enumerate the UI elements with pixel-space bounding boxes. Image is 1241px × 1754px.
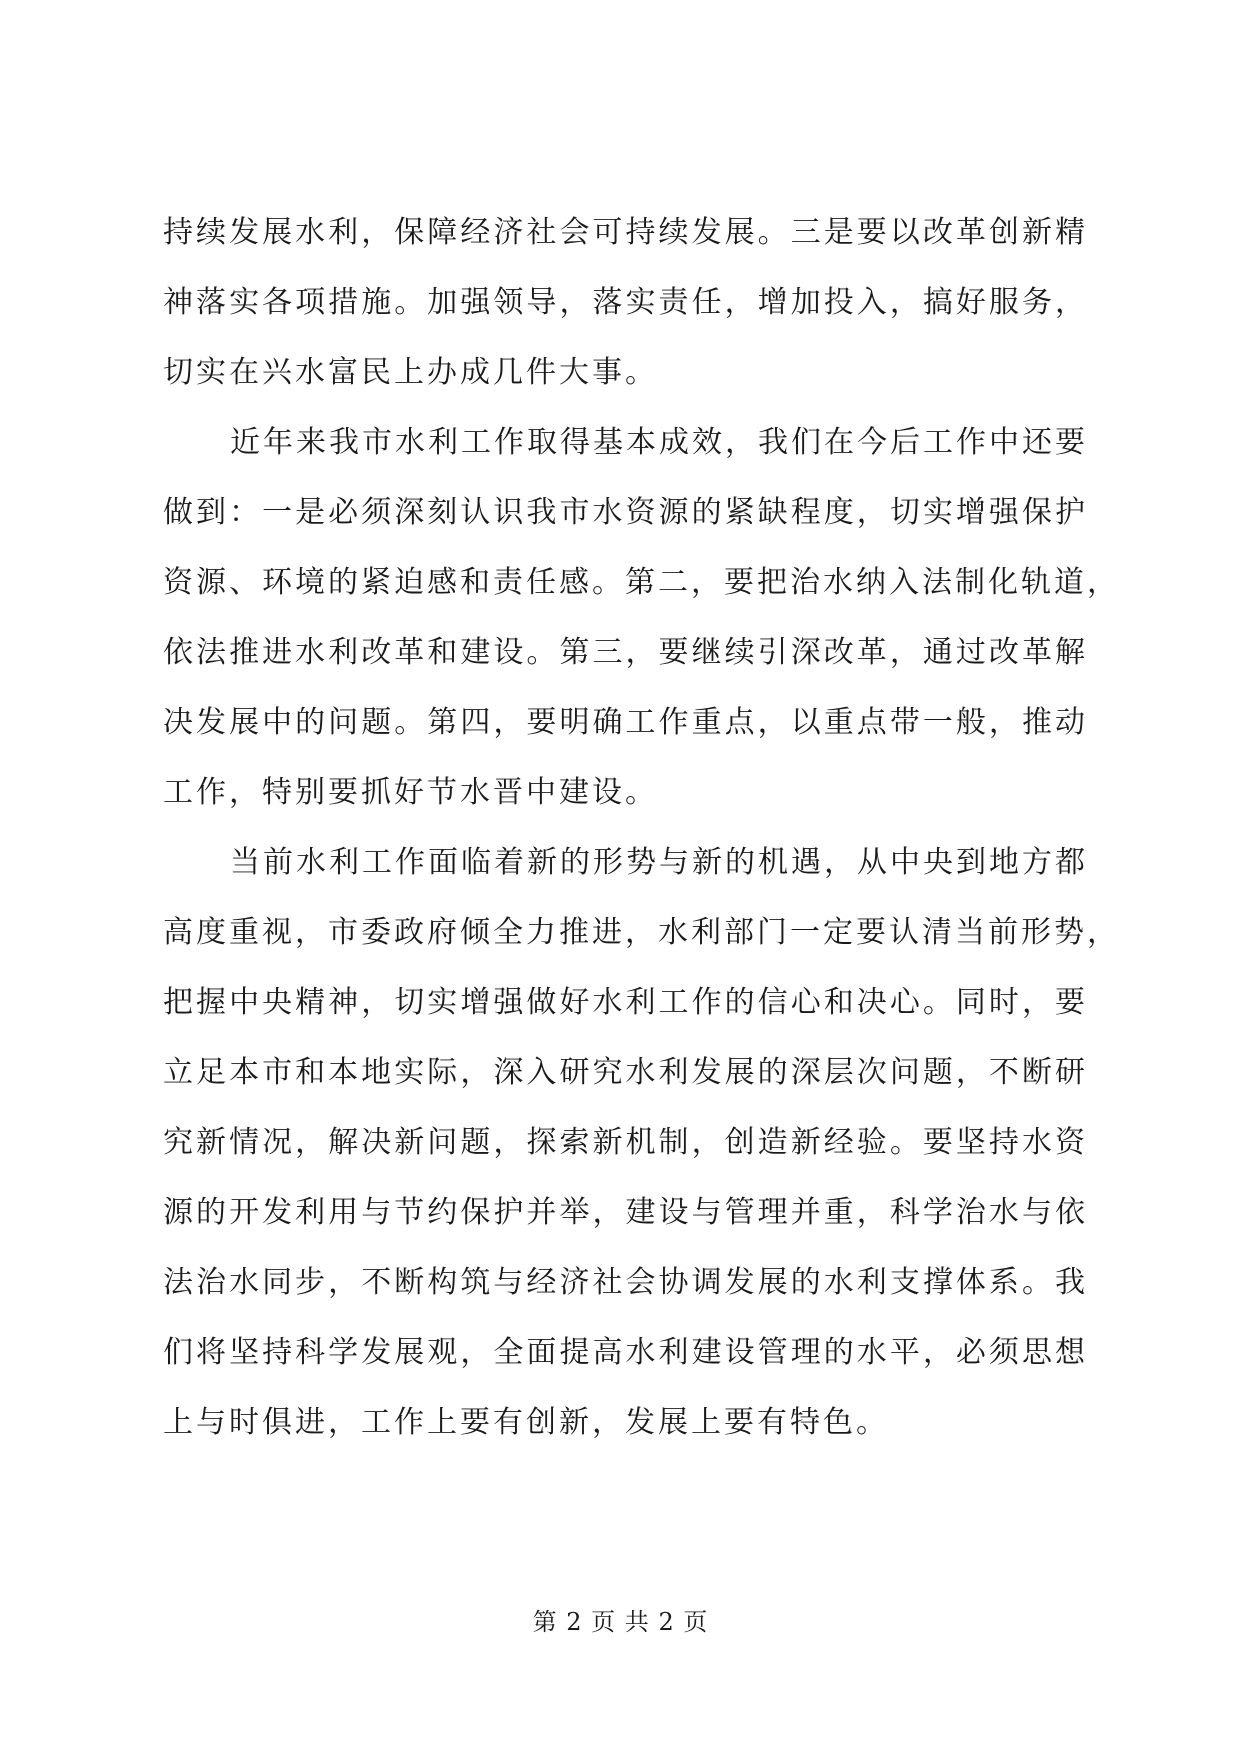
paragraph-3 <box>163 828 1120 1458</box>
paragraph-line: 依法推进水利改革和建设。第三，要继续引深改革，通过改革解 <box>163 635 1088 670</box>
paragraph-line: 究新情况，解决新问题，探索新机制，创造新经验。要坚持水资 <box>163 1125 1088 1160</box>
paragraph-2 <box>163 408 1120 828</box>
paragraph-line: 持续发展水利，保障经济社会可持续发展。三是要以改革创新精 <box>163 215 1088 250</box>
paragraph-line: 近年来我市水利工作取得基本成效，我们在今后工作中还要 <box>230 425 1088 460</box>
paragraph-line: 神落实各项措施。加强领导，落实责任，增加投入，搞好服务， <box>163 285 1088 320</box>
paragraph-line: 决发展中的问题。第四，要明确工作重点，以重点带一般，推动 <box>163 705 1088 740</box>
paragraph-line: 把握中央精神，切实增强做好水利工作的信心和决心。同时，要 <box>163 985 1088 1020</box>
paragraph-1 <box>163 198 1088 408</box>
paragraph-line: 上与时俱进，工作上要有创新，发展上要有特色。 <box>163 1405 889 1440</box>
paragraph-line: 做到：一是必须深刻认识我市水资源的紧缺程度，切实增强保护 <box>163 495 1088 530</box>
paragraph-line: 法治水同步，不断构筑与经济社会协调发展的水利支撑体系。我 <box>163 1265 1088 1300</box>
paragraph-line: 源的开发利用与节约保护并举，建设与管理并重，科学治水与依 <box>163 1195 1088 1230</box>
paragraph-line: 高度重视，市委政府倾全力推进，水利部门一定要认清当前形势， <box>163 915 1120 950</box>
document-body <box>163 198 1120 1458</box>
paragraph-line: 切实在兴水富民上办成几件大事。 <box>163 355 658 390</box>
paragraph-line: 立足本市和本地实际，深入研究水利发展的深层次问题，不断研 <box>163 1055 1088 1090</box>
paragraph-line: 资源、环境的紧迫感和责任感。第二，要把治水纳入法制化轨道， <box>163 565 1120 600</box>
paragraph-line: 们将坚持科学发展观，全面提高水利建设管理的水平，必须思想 <box>163 1335 1088 1370</box>
page-number-footer: 第 2 页 共 2 页 <box>532 1608 709 1636</box>
paragraph-line: 工作，特别要抓好节水晋中建设。 <box>163 775 658 810</box>
paragraph-line: 当前水利工作面临着新的形势与新的机遇，从中央到地方都 <box>230 845 1088 880</box>
